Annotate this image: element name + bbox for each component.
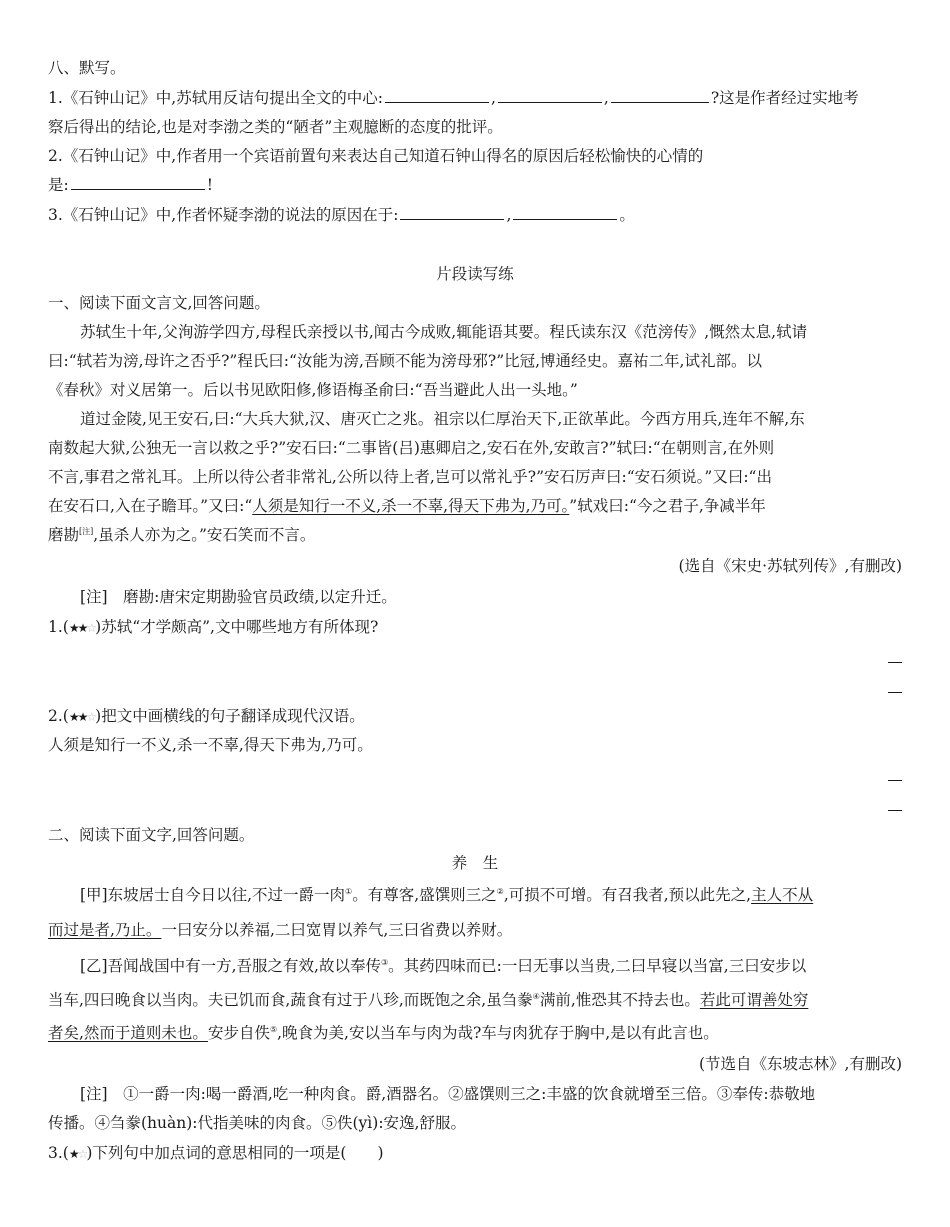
passage2-line: [48, 525, 902, 545]
annotation-note: [注] ①一爵一肉:喝一爵酒,吃一种肉食。爵,酒器名。②盛馔则三之:丰盛的饮食就增至三倍。③奉传:恭敬地: [80, 1085, 816, 1103]
text: [乙]吾闻战国中有一方,吾服之有效,故以奉传: [80, 957, 381, 975]
dictation-question-2-cont: [48, 175, 902, 195]
dictation-question-1-cont: 察后得出的结论,也是对李渤之类的“陋者”主观臆断的态度的批评。: [48, 118, 503, 136]
text: 安步自佚: [207, 1024, 270, 1042]
underlined-sentence: 而过是者,乃止。: [48, 921, 162, 939]
text: 一曰安分以养福,二曰宽胃以养气,三曰省费以养财。: [161, 921, 513, 939]
question-3: [48, 1143, 902, 1164]
text: ,晚食为美,安以当车与肉为哉?车与肉犹存于胸中,是以有此言也。: [277, 1024, 719, 1042]
passage-jia-line: [48, 920, 902, 940]
text: 在安石口,入在子瞻耳。”又曰:“: [48, 497, 253, 515]
text: 。有尊客,盛馔则三之: [352, 886, 497, 904]
q3-text-a: 3.《石钟山记》中,作者怀疑李渤的说法的原因在于:: [48, 206, 399, 224]
underlined-sentence: 人须是知行一不义,杀一不辜,得天下弗为,乃可。: [252, 497, 570, 515]
question-text: )下列句中加点词的意思相同的一项是( ): [86, 1144, 384, 1162]
text: 当车,四曰晚食以当肉。夫已饥而食,蔬食有过于八珍,而既饱之余,虽刍豢: [48, 991, 533, 1009]
text: ”轼戏曰:“今之君子,争减半年: [569, 497, 766, 515]
question-number: 3.(: [48, 1144, 69, 1162]
q3-text-b: 。: [619, 206, 635, 224]
q1-text-b: ?这是作者经过实地考: [710, 89, 859, 107]
text: 满前,惟恐其不持去也。: [539, 991, 700, 1009]
passage-yi-line: [48, 1023, 902, 1043]
footnote-marker: ④: [532, 991, 540, 1001]
footnote-marker: [注]: [79, 526, 94, 536]
source-citation: (节选自《东坡志林》,有删改): [698, 1055, 902, 1073]
dictation-question-3: [48, 205, 902, 225]
section-title: 片段读写练: [436, 265, 514, 283]
comma: ,: [603, 89, 609, 107]
footnote-marker: ⑤: [269, 1024, 278, 1034]
question-number: 1.(: [48, 618, 69, 636]
difficulty-stars-icon: ★☆: [68, 1147, 87, 1161]
passage2-line: 不言,事君之常礼耳。上所以待公者非常礼,公所以待上者,岂可以常礼乎?”安石厉声曰:“安石须说。”又曰:“出: [48, 468, 772, 486]
q2-text-b: 是:: [48, 176, 69, 194]
answer-blank[interactable]: [611, 88, 709, 103]
q1-text-a: 1.《石钟山记》中,苏轼用反诘句提出全文的中心:: [48, 89, 383, 107]
passage2-line: [48, 496, 902, 516]
part2-heading: 二、阅读下面文字,回答问题。: [48, 826, 255, 844]
footnote-marker: ①: [345, 886, 353, 896]
q2-text-c: !: [206, 176, 213, 194]
answer-blank[interactable]: [71, 175, 205, 190]
question-2-sentence: 人须是知行一不义,杀一不辜,得天下弗为,乃可。: [48, 736, 373, 754]
text: 磨勘: [48, 526, 80, 544]
annotation-note: 传播。④刍豢(huàn):代指美味的肉食。⑤佚(yì):安逸,舒服。: [48, 1114, 466, 1132]
text: [甲]东坡居士自今日以往,不过一爵一肉: [80, 886, 346, 904]
passage-jia-line: [80, 885, 902, 905]
answer-line[interactable]: [888, 662, 902, 663]
question-text: )把文中画横线的句子翻译成现代汉语。: [95, 707, 365, 725]
passage-yi-line: [80, 956, 902, 976]
annotation-note: [注] 磨勘:唐宋定期勘验官员政绩,以定升迁。: [80, 588, 397, 606]
difficulty-stars-icon: ★★☆: [68, 621, 96, 635]
answer-line[interactable]: [888, 692, 902, 693]
passage-yi-line: [48, 990, 902, 1010]
answer-line[interactable]: [888, 810, 902, 811]
text: 。其药四味而已:一曰无事以当贵,二曰早寝以当富,三曰安步以: [388, 957, 807, 975]
passage1-line: 曰:“轼若为滂,母许之否乎?”程氏曰:“汝能为滂,吾顾不能为滂母邪?”比冠,博通经史。嘉祐二年,试礼部。以: [48, 352, 762, 370]
passage1-line: 苏轼生十年,父洵游学四方,母程氏亲授以书,闻古今成败,辄能语其要。程氏读东汉《范滂传》,慨然太息,轼请: [80, 323, 808, 341]
passage2-line: 道过金陵,见王安石,曰:“大兵大狱,汉、唐灭亡之兆。祖宗以仁厚治天下,正欲革此。今西方用兵,连年不解,东: [80, 410, 805, 428]
text: ,虽杀人亦为之。”安石笑而不言。: [93, 526, 316, 544]
passage2-line: 南数起大狱,公独无一言以救之乎?”安石曰:“二事皆(吕)惠卿启之,安石在外,安敢言?”轼曰:“在朝则言,在外则: [48, 439, 775, 457]
answer-blank[interactable]: [513, 205, 617, 220]
dictation-question-2: 2.《石钟山记》中,作者用一个宾语前置句来表达自己知道石钟山得名的原因后轻松愉快的心情的: [48, 147, 704, 165]
section-heading-dictation: 八、默写。: [48, 59, 126, 77]
dictation-question-1: [48, 88, 902, 108]
underlined-sentence: 者矣,然而于道则未也。: [48, 1024, 208, 1042]
answer-blank[interactable]: [498, 88, 602, 103]
answer-blank[interactable]: [400, 205, 504, 220]
answer-blank[interactable]: [385, 88, 489, 103]
passage1-line: 《春秋》对义居第一。后以书见欧阳修,修语梅圣俞曰:“吾当避此人出一头地。”: [48, 381, 578, 399]
source-citation: (选自《宋史·苏轼列传》,有删改): [678, 557, 902, 575]
question-1: [48, 617, 902, 638]
question-2: [48, 706, 902, 727]
question-number: 2.(: [48, 707, 69, 725]
passage-title: 养 生: [451, 854, 499, 872]
underlined-sentence: 若此可谓善处穷: [699, 991, 809, 1009]
text: ,可损不可增。有召我者,预以此先之,: [503, 886, 752, 904]
difficulty-stars-icon: ★★☆: [68, 710, 96, 724]
footnote-marker: ②: [496, 886, 504, 896]
answer-line[interactable]: [888, 780, 902, 781]
footnote-marker: ③: [380, 957, 389, 967]
part1-heading: 一、阅读下面文言文,回答问题。: [48, 294, 270, 312]
comma: ,: [490, 89, 496, 107]
comma: ,: [506, 206, 512, 224]
question-text: )苏轼“才学颇高”,文中哪些地方有所体现?: [95, 618, 379, 636]
underlined-sentence: 主人不从: [751, 886, 814, 904]
